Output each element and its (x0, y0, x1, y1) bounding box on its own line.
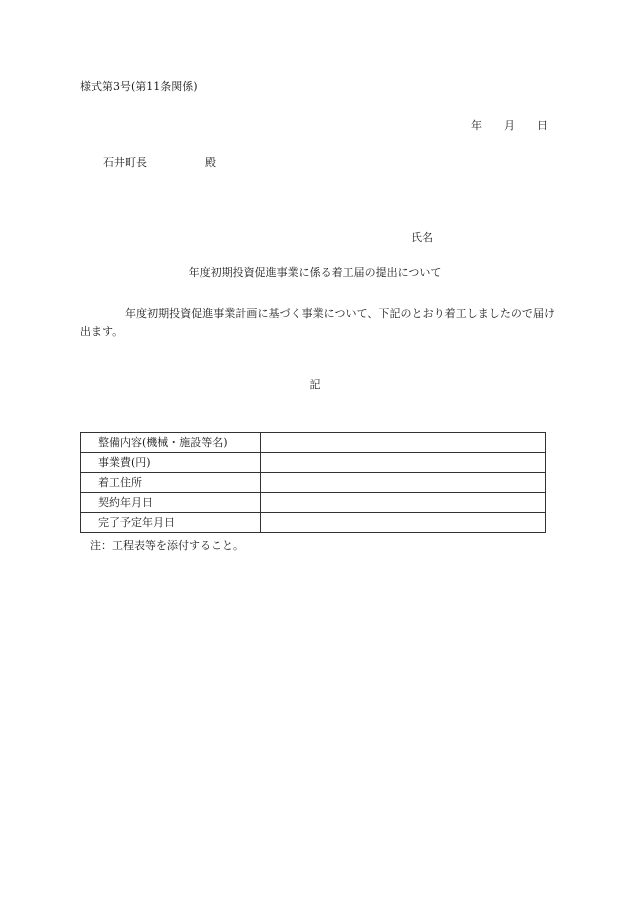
table-row (81, 493, 546, 513)
row-label: 整備内容(機械・施設等名) (81, 433, 261, 453)
addressee-honorific: 殿 (205, 156, 216, 169)
addressee (103, 156, 216, 170)
row-value[interactable] (261, 453, 546, 473)
table-row (81, 453, 546, 473)
row-value[interactable] (261, 433, 546, 453)
ki-heading: 記 (309, 378, 321, 391)
date-month: 月 (504, 119, 515, 132)
form-number: 様式第3号(第11条関係) (80, 80, 198, 93)
body-text: 年度初期投資促進事業計画に基づく事業について、下記のとおり着工しましたので届け出ます。 (80, 307, 555, 338)
date-day: 日 (537, 119, 548, 132)
detail-table (80, 432, 546, 533)
row-label: 着工住所 (81, 473, 261, 493)
row-value[interactable] (261, 473, 546, 493)
table-row (81, 473, 546, 493)
row-label: 事業費(円) (81, 453, 261, 473)
row-label: 契約年月日 (81, 493, 261, 513)
attachment-note: 注：工程表等を添付すること。 (90, 539, 244, 552)
row-value[interactable] (261, 513, 546, 533)
table-row (81, 513, 546, 533)
table-row (81, 433, 546, 453)
row-label: 完了予定年月日 (81, 513, 261, 533)
addressee-name: 石井町長 (103, 156, 147, 169)
date-line (471, 119, 548, 133)
date-year: 年 (471, 119, 482, 132)
document-title: 年度初期投資促進事業に係る着工届の提出について (188, 266, 442, 279)
applicant-name-label: 氏名 (411, 231, 433, 244)
row-value[interactable] (261, 493, 546, 513)
